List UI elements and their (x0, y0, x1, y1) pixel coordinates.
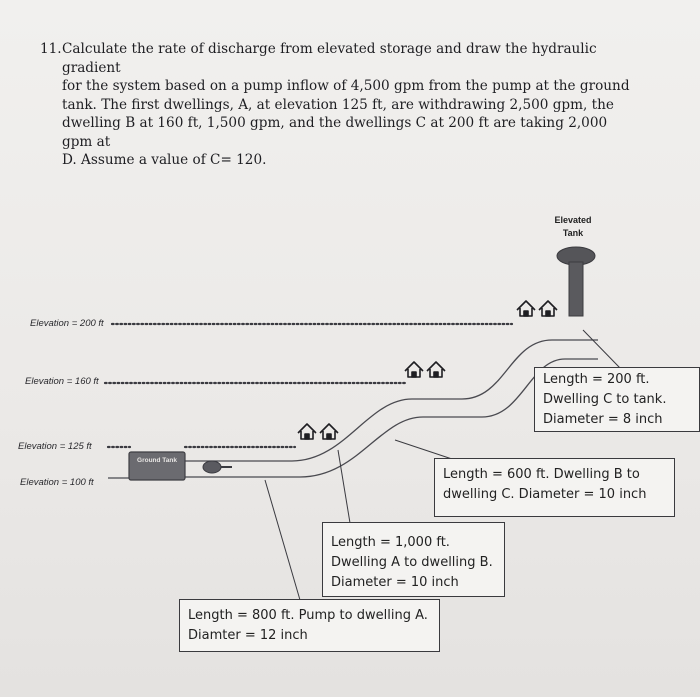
elevation-label-125: Elevation = 125 ft (18, 441, 92, 452)
pump-icon (203, 461, 221, 473)
leader-b-to-c (395, 440, 455, 460)
tank-label-line: Tank (562, 228, 584, 238)
elevated-tank-riser (569, 262, 583, 316)
pipe-box-a-to-b (322, 522, 505, 597)
leader-pump-to-a (265, 480, 300, 600)
pipe-box-pump-to-a (179, 599, 440, 652)
ground-tank-label: Ground Tank (137, 457, 177, 464)
problem-line: Calculate the rate of discharge from elevated storage and draw the hydraulic gradient (62, 41, 597, 76)
problem-line: D. Assume a value of C= 120. (62, 152, 267, 168)
box-line: Length = 1,000 ft. (331, 535, 450, 550)
pipe-box-c-to-tank (534, 367, 700, 432)
elevated-tank-label (548, 214, 598, 240)
elevation-label-200: Elevation = 200 ft (30, 318, 104, 329)
box-line: Diamter = 12 inch (188, 628, 308, 643)
elevation-label-100: Elevation = 100 ft (20, 477, 94, 488)
problem-line: for the system based on a pump inflow of 4,500 gpm from the pump at the ground (62, 78, 630, 94)
dwellings-b-icon (405, 362, 445, 377)
problem-line: tank. The first dwellings, A, at elevation 125 ft, are withdrawing 2,500 gpm, the (62, 96, 614, 113)
problem-line: dwelling B at 160 ft, 1,500 gpm, and the dwellings C at 200 ft are taking 2,000 gpm at (62, 115, 608, 150)
dwellings-a-icon (298, 424, 338, 439)
dwellings-c-icon (517, 301, 557, 316)
leader-c-to-tank (583, 330, 620, 368)
elevation-label-160: Elevation = 160 ft (25, 376, 99, 387)
box-line: Length = 800 ft. Pump to dwelling A. (188, 608, 428, 623)
box-line: Length = 200 ft. (543, 372, 650, 387)
box-line: Length = 600 ft. Dwelling B to (443, 467, 640, 482)
box-line: Diameter = 10 inch (331, 575, 459, 590)
problem-number: 11. (40, 41, 62, 57)
box-line: Dwelling C to tank. (543, 392, 667, 407)
box-line: Dwelling A to dwelling B. (331, 555, 493, 570)
box-line: dwelling C. Diameter = 10 inch (443, 487, 647, 502)
tank-label-line: Elevated (554, 215, 592, 225)
pipe-box-b-to-c (434, 458, 675, 517)
box-line: Diameter = 8 inch (543, 412, 663, 427)
